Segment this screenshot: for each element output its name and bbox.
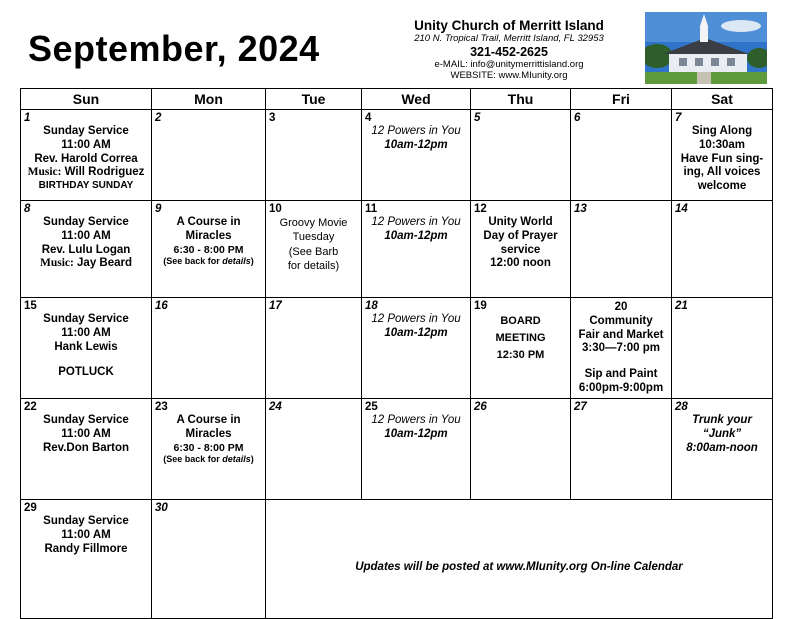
- event-line: 10am-12pm: [384, 427, 448, 440]
- day-cell-1: [21, 110, 152, 201]
- event-line: 12 Powers in You: [371, 125, 461, 137]
- event-line: Miracles: [185, 427, 232, 440]
- church-website: WEBSITE: www.MIunity.org: [450, 69, 568, 81]
- day-cell-16: [152, 298, 266, 399]
- day-number: 20: [614, 301, 628, 313]
- page-title: September, 2024: [28, 28, 320, 69]
- event-line: 11:00 AM: [61, 427, 111, 440]
- event-line: 10am-12pm: [384, 229, 448, 242]
- day-cell-22: [21, 399, 152, 500]
- event-line: 3:30—7:00 pm: [582, 342, 660, 355]
- note-emphasis: details: [222, 256, 251, 267]
- event-line: Groovy Movie: [279, 217, 348, 229]
- weekday-header: [21, 89, 773, 110]
- event-line: Trunk your: [692, 414, 752, 426]
- cloud: [721, 20, 761, 32]
- week-row: [21, 110, 773, 201]
- church-email: e-MAIL: info@unitymerrittisland.org: [434, 58, 584, 70]
- event-line: 12 Powers in You: [371, 216, 461, 228]
- music-prefix: Music:: [27, 166, 62, 179]
- event-line: Sing Along: [691, 125, 753, 137]
- event-line: 11:00 AM: [61, 138, 111, 151]
- music-prefix: Music:: [39, 257, 74, 270]
- week-row: [21, 201, 773, 298]
- weekday-tue: Tue: [266, 89, 362, 110]
- day-cell-29: [21, 500, 152, 619]
- event-line: Sip and Paint: [584, 368, 658, 381]
- day-number: 13: [574, 203, 587, 215]
- event-line: Unity World: [488, 216, 553, 228]
- weekday-sun: Sun: [21, 89, 152, 110]
- updates-note: Updates will be posted at www.MIunity.org On-line Calendar: [266, 500, 773, 619]
- event-line: ing, All voices: [683, 166, 761, 179]
- day-cell-24: [266, 399, 362, 500]
- day-cell-11: [362, 201, 471, 298]
- event-line: Hank Lewis: [54, 340, 118, 353]
- music-line: [24, 257, 148, 271]
- note-text: (See back for: [163, 454, 223, 465]
- day-cell-2: [152, 110, 266, 201]
- event-line: 12 Powers in You: [371, 313, 461, 325]
- day-cell-6: [571, 110, 672, 201]
- day-cell-9: [152, 201, 266, 298]
- day-number: 4: [365, 112, 372, 124]
- day-cell-7: [672, 110, 773, 201]
- weekday-thu: Thu: [471, 89, 571, 110]
- day-cell-26: [471, 399, 571, 500]
- week-row: [21, 298, 773, 399]
- day-cell-3: [266, 110, 362, 201]
- day-number: 24: [269, 401, 282, 413]
- event-line: POTLUCK: [58, 366, 114, 379]
- event-line: Rev.Don Barton: [42, 441, 130, 454]
- event-line: 11:00 AM: [61, 229, 111, 242]
- day-number: 9: [155, 203, 162, 215]
- day-number: 1: [24, 112, 31, 124]
- event-line: Tuesday: [292, 231, 335, 244]
- day-cell-17: [266, 298, 362, 399]
- event-note: [155, 454, 262, 465]
- event-line: Fair and Market: [578, 328, 664, 341]
- day-number: 21: [675, 300, 688, 312]
- day-number: 3: [269, 112, 276, 124]
- event-line: Sunday Service: [43, 515, 129, 527]
- day-cell-25: [362, 399, 471, 500]
- event-line: for details): [287, 259, 340, 272]
- day-cell-8: [21, 201, 152, 298]
- day-cell-5: [471, 110, 571, 201]
- day-number: 19: [474, 300, 487, 312]
- note-text: (See back for: [163, 256, 223, 267]
- day-cell-30: [152, 500, 266, 619]
- day-number: 15: [24, 300, 37, 312]
- church-window: [695, 58, 703, 66]
- weekday-wed: Wed: [362, 89, 471, 110]
- day-number: 23: [155, 401, 168, 413]
- event-line: 11:00 AM: [61, 326, 111, 339]
- music-name: Will Rodriguez: [61, 166, 145, 179]
- weekday-fri: Fri: [571, 89, 672, 110]
- event-line: 10:30am: [698, 138, 746, 151]
- event-line: 6:30 - 8:00 PM: [173, 441, 244, 454]
- event-line: A Course in: [176, 414, 241, 426]
- church-window: [711, 58, 719, 66]
- event-line: MEETING: [495, 332, 546, 345]
- day-number: 27: [574, 401, 587, 413]
- church-name: Unity Church of Merritt Island: [414, 18, 604, 33]
- day-cell-14: [672, 201, 773, 298]
- music-name: Jay Beard: [73, 257, 133, 270]
- music-line: [24, 166, 148, 180]
- event-note: [155, 256, 262, 267]
- day-number: 18: [365, 300, 378, 312]
- day-number: 14: [675, 203, 688, 215]
- day-cell-28: [672, 399, 773, 500]
- event-line: Sunday Service: [43, 313, 129, 325]
- event-line: A Course in: [176, 216, 241, 228]
- event-line: BIRTHDAY SUNDAY: [38, 180, 134, 192]
- day-number: 2: [155, 112, 162, 124]
- church-address: 210 N. Tropical Trail, Merritt Island, FL 32953: [414, 32, 604, 44]
- event-line: 11:00 AM: [61, 528, 111, 541]
- event-line: 8:00am-noon: [686, 441, 758, 454]
- day-cell-20: [571, 298, 672, 399]
- event-line: 6:00pm-9:00pm: [578, 381, 664, 394]
- week-row: [21, 500, 773, 619]
- day-number: 26: [474, 401, 487, 413]
- event-line: 12:30 PM: [496, 349, 545, 362]
- calendar-grid: [20, 88, 773, 619]
- event-line: Miracles: [185, 229, 232, 242]
- church-photo: [645, 12, 767, 84]
- note-text: ): [250, 256, 254, 267]
- event-line: BOARD: [500, 315, 541, 327]
- day-number: 6: [574, 112, 581, 124]
- event-line: Rev. Lulu Logan: [41, 243, 131, 256]
- day-cell-10: [266, 201, 362, 298]
- day-cell-15: [21, 298, 152, 399]
- day-number: 11: [365, 203, 378, 215]
- day-cell-23: [152, 399, 266, 500]
- day-number: 29: [24, 502, 37, 514]
- event-line: 10am-12pm: [384, 326, 448, 339]
- event-line: Sunday Service: [43, 414, 129, 426]
- day-cell-12: [471, 201, 571, 298]
- day-cell-18: [362, 298, 471, 399]
- event-line: Sunday Service: [43, 125, 129, 137]
- day-number: 8: [24, 203, 31, 215]
- day-number: 17: [269, 300, 282, 312]
- weekday-mon: Mon: [152, 89, 266, 110]
- church-window: [727, 58, 735, 66]
- event-line: service: [500, 243, 541, 256]
- day-number: 10: [269, 203, 282, 215]
- church-window: [679, 58, 687, 66]
- day-cell-27: [571, 399, 672, 500]
- event-line: Have Fun sing-: [680, 152, 764, 165]
- steeple-base: [700, 26, 708, 42]
- day-number: 5: [474, 112, 481, 124]
- day-number: 12: [474, 203, 487, 215]
- event-line: 12:00 noon: [490, 257, 551, 270]
- event-line: Rev. Harold Correa: [34, 152, 138, 165]
- event-line: Randy Fillmore: [44, 542, 128, 555]
- event-line: 10am-12pm: [384, 138, 448, 151]
- church-phone: 321-452-2625: [470, 45, 548, 60]
- note-emphasis: details: [222, 454, 251, 465]
- event-line: “Junk”: [702, 427, 742, 440]
- church-info: [405, 18, 613, 82]
- spacer: [574, 356, 668, 368]
- day-cell-19: [471, 298, 571, 399]
- event-line: 12 Powers in You: [371, 414, 461, 426]
- day-number: 7: [675, 112, 682, 124]
- day-number: 22: [24, 401, 37, 413]
- event-line: welcome: [697, 180, 747, 193]
- weekday-sat: Sat: [672, 89, 773, 110]
- day-number: 16: [155, 300, 168, 312]
- event-line: Day of Prayer: [483, 229, 558, 242]
- day-cell-21: [672, 298, 773, 399]
- path: [697, 72, 711, 84]
- event-line: (See Barb: [288, 245, 339, 258]
- day-number: 30: [155, 502, 168, 514]
- day-number: 25: [365, 401, 378, 413]
- event-line: 6:30 - 8:00 PM: [173, 243, 244, 256]
- week-row: [21, 399, 773, 500]
- note-text: ): [250, 454, 254, 465]
- day-number: 28: [675, 401, 688, 413]
- day-cell-13: [571, 201, 672, 298]
- event-line: Sunday Service: [43, 216, 129, 228]
- day-cell-4: [362, 110, 471, 201]
- event-line: Community: [589, 314, 653, 327]
